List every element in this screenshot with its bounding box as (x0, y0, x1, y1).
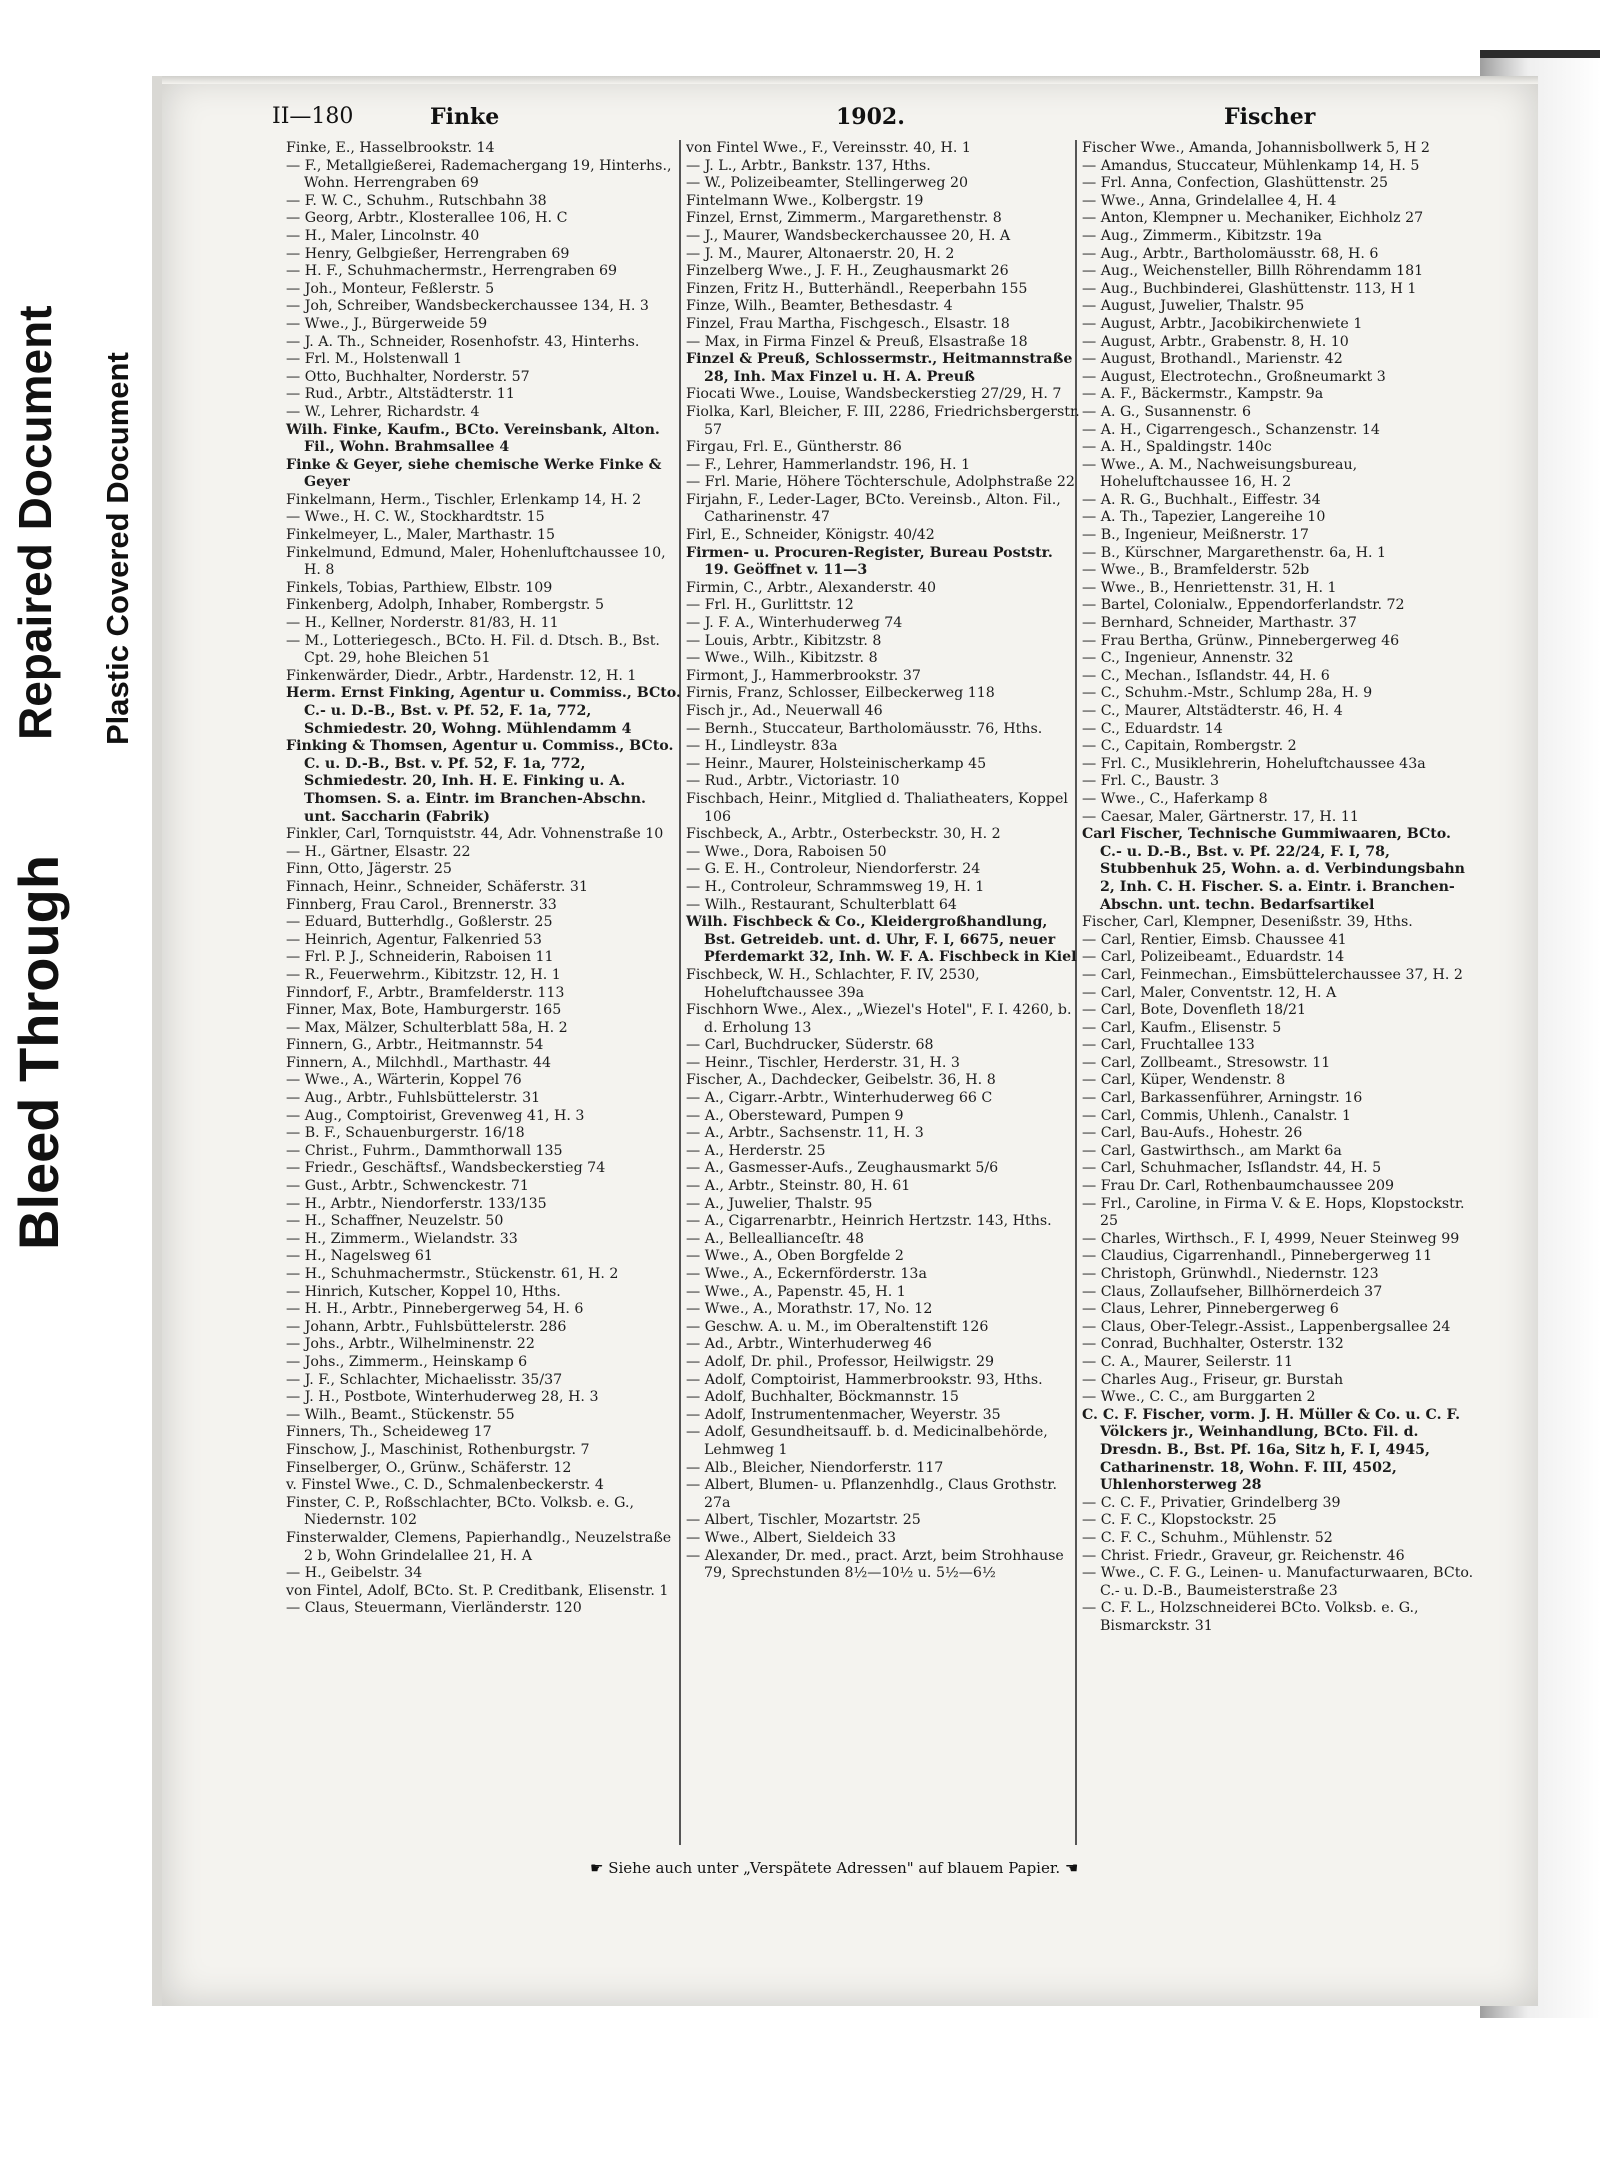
directory-entry: — H., Geibelstr. 34 (286, 1565, 423, 1582)
directory-entry: — C. C. F., Privatier, Grindelberg 39 (1082, 1494, 1341, 1511)
directory-entry: — Amandus, Stuccateur, Mühlenkamp 14, H. 5 (1082, 157, 1420, 174)
directory-entry: — Johs., Arbtr., Wilhelminenstr. 22 (286, 1336, 535, 1353)
directory-entry: — Albert, Blumen- u. Pflanzenhdlg., Claus Grothstr. 27a (686, 1477, 1057, 1511)
directory-entry: — M., Lotteriegesch., BCto. H. Fil. d. Dtsch. B., Bst. Cpt. 29, hohe Bleichen 51 (286, 632, 660, 667)
directory-entry: — H., Arbtr., Niendorferstr. 133/135 (286, 1195, 547, 1212)
header-right-keyword: Fischer (1224, 104, 1316, 130)
directory-entry: — H., Gärtner, Elsastr. 22 (286, 843, 471, 860)
directory-entry: — C., Capitain, Rombergstr. 2 (1082, 738, 1297, 755)
directory-entry: — A. H., Spaldingstr. 140c (1082, 439, 1272, 456)
directory-entry: — Christ. Friedr., Graveur, gr. Reichenstr. 46 (1082, 1547, 1405, 1564)
directory-entry: Firgau, Frl. E., Güntherstr. 86 (686, 439, 902, 456)
directory-entry: — Wwe., J., Bürgerweide 59 (286, 315, 488, 332)
directory-entry: Finschow, J., Maschinist, Rothenburgstr. 7 (286, 1441, 590, 1458)
directory-entry: Finzelberg Wwe., J. F. H., Zeughausmarkt 26 (686, 263, 1009, 280)
directory-entry: Finking & Thomsen, Agentur u. Commiss., BCto. C. u. D.-B., Bst. v. Pf. 52, F. 1a, 772, Schmiedestr. 20, Inh. H. E. Finking u. A. Thomsen. S. a. Eintr. im Branchen-Abschn. unt. Saccharin (Fabrik) (286, 738, 674, 825)
directory-entry: — C. F. L., Holzschneiderei BCto. Volksb. e. G., Bismarckstr. 31 (1082, 1600, 1419, 1634)
directory-entry: — Ad., Arbtr., Winterhuderweg 46 (686, 1336, 932, 1353)
directory-entry: — Bernhard, Schneider, Marthastr. 37 (1082, 615, 1357, 632)
directory-entry: — H., Maler, Lincolnstr. 40 (286, 227, 480, 244)
directory-entry: — B., Ingenieur, Meißnerstr. 17 (1082, 527, 1309, 544)
directory-entry: — Georg, Arbtr., Klosterallee 106, H. C (286, 210, 568, 227)
directory-entry: Fischer, A., Dachdecker, Geibelstr. 36, H. 8 (686, 1072, 996, 1089)
directory-entry: Finke, E., Hasselbrookstr. 14 (286, 140, 495, 156)
directory-entry: — C., Maurer, Altstädterstr. 46, H. 4 (1082, 703, 1343, 719)
directory-entry: — August, Arbtr., Grabenstr. 8, H. 10 (1082, 333, 1349, 350)
directory-entry: — Carl, Schuhmacher, Isſlandstr. 44, H. 5 (1082, 1160, 1382, 1177)
directory-entry: — Joh., Monteur, Feßlerstr. 5 (286, 280, 495, 297)
page-footer-note: ☛ Siehe auch unter „Verspätete Adressen" auf blauem Papier. ☚ (590, 1859, 1079, 1877)
directory-entry: v. Finstel Wwe., C. D., Schmalenbeckerstr. 4 (286, 1477, 604, 1494)
directory-entry: — F. W. C., Schuhm., Rutschbahn 38 (286, 192, 547, 209)
header-year: 1902. (836, 104, 905, 130)
directory-entry: — A. Th., Tapezier, Langereihe 10 (1082, 509, 1326, 526)
directory-entry: — F., Lehrer, Hammerlandstr. 196, H. 1 (686, 456, 971, 473)
directory-entry: — A., Juwelier, Thalstr. 95 (686, 1195, 873, 1212)
directory-column-3 (1082, 140, 1477, 1635)
directory-entry: Finkelmund, Edmund, Maler, Hohenluftchaussee 10, H. 8 (286, 544, 666, 579)
directory-entry: — A., Arbtr., Sachsenstr. 11, H. 3 (686, 1125, 924, 1142)
directory-entry: — Wwe., H. C. W., Stockhardtstr. 15 (286, 509, 545, 526)
directory-entry: — Frl. C., Musiklehrerin, Hoheluftchaussee 43a (1082, 755, 1426, 772)
directory-entry: — B. F., Schauenburgerstr. 16/18 (286, 1125, 525, 1142)
directory-entry: Firl, E., Schneider, Königstr. 40/42 (686, 527, 935, 544)
directory-entry: — Aug., Arbtr., Bartholomäusstr. 68, H. 6 (1082, 245, 1379, 262)
directory-entry: — Frl. Anna, Confection, Glashüttenstr. 25 (1082, 175, 1389, 192)
directory-entry: — Bernh., Stuccateur, Bartholomäusstr. 76, Hths. (686, 720, 1043, 737)
directory-entry: — H., Controleur, Schrammsweg 19, H. 1 (686, 878, 985, 895)
directory-entry: — Aug., Zimmerm., Kibitzstr. 19a (1082, 227, 1322, 244)
directory-entry: — Frl. Marie, Höhere Töchterschule, Adolphstraße 22 (686, 474, 1075, 491)
directory-entry: — A., Belleallianceſtr. 48 (686, 1230, 865, 1247)
directory-entry: Finkels, Tobias, Parthiew, Elbstr. 109 (286, 579, 553, 596)
directory-entry: — Wilh., Restaurant, Schulterblatt 64 (686, 896, 957, 913)
directory-entry: — J. F., Schlachter, Michaelisstr. 35/37 (286, 1371, 563, 1388)
directory-entry: — Adolf, Comptoirist, Hammerbrookstr. 93, Hths. (686, 1371, 1043, 1388)
directory-entry: Fisch jr., Ad., Neuerwall 46 (686, 703, 883, 719)
directory-entry: — Aug., Arbtr., Fuhlsbüttelerstr. 31 (286, 1090, 541, 1107)
directory-entry: — Wwe., A., Wärterin, Koppel 76 (286, 1072, 522, 1089)
directory-entry: — Aug., Comptoirist, Grevenweg 41, H. 3 (286, 1107, 585, 1124)
directory-entry: — Louis, Arbtr., Kibitzstr. 8 (686, 632, 882, 649)
directory-entry: — Conrad, Buchhalter, Osterstr. 132 (1082, 1336, 1344, 1353)
directory-entry: — Carl, Polizeibeamt., Eduardstr. 14 (1082, 949, 1345, 966)
directory-entry: — J. A. Th., Schneider, Rosenhofstr. 43, Hinterhs. (286, 333, 640, 350)
directory-entry: — Frl., Caroline, in Firma V. & E. Hops, Klopstockstr. 25 (1082, 1195, 1465, 1230)
directory-entry: — August, Juwelier, Thalstr. 95 (1082, 298, 1305, 315)
directory-column-1 (286, 140, 681, 1618)
directory-entry: — Wwe., Dora, Raboisen 50 (686, 843, 887, 860)
directory-entry: — Frl. C., Baustr. 3 (1082, 773, 1220, 790)
directory-entry: Finke & Geyer, siehe chemische Werke Finke & Geyer (286, 456, 662, 491)
directory-entry: — Aug., Weichensteller, Billh Röhrendamm 181 (1082, 263, 1424, 280)
directory-entry: von Fintel Wwe., F., Vereinsstr. 40, H. 1 (686, 140, 971, 156)
directory-entry: Finkelmeyer, L., Maler, Marthastr. 15 (286, 527, 556, 544)
directory-entry: — Joh, Schreiber, Wandsbeckerchaussee 134, H. 3 (286, 298, 649, 315)
directory-entry: Carl Fischer, Technische Gummiwaaren, BCto. C.- u. D.-B., Bst. v. Pf. 22/24, F. I, 78, Stubbenhuk 25, Wohn. a. d. Verbindungsbahn 2, Inh. C. H. Fischer. S. a. Eintr. i. Branchen-Abschn. unt. techn. Bedarfsartikel (1082, 826, 1465, 913)
directory-entry: Finkenwärder, Diedr., Arbtr., Hardenstr. 12, H. 1 (286, 667, 637, 684)
directory-entry: — Albert, Tischler, Mozartstr. 25 (686, 1512, 921, 1529)
directory-entry: von Fintel, Adolf, BCto. St. P. Creditbank, Elisenstr. 1 (286, 1582, 669, 1599)
directory-entry: — H., Lindleystr. 83a (686, 738, 838, 755)
directory-entry: Finzel, Frau Martha, Fischgesch., Elsastr. 18 (686, 315, 1010, 332)
directory-entry: — Wwe., C., Haferkamp 8 (1082, 790, 1268, 807)
directory-entry: — H., Kellner, Norderstr. 81/83, H. 11 (286, 615, 559, 632)
directory-column-2 (686, 140, 1081, 1583)
directory-entry: — Adolf, Buchhalter, Böckmannstr. 15 (686, 1389, 959, 1406)
directory-entry: Finnern, A., Milchhdl., Marthastr. 44 (286, 1054, 552, 1071)
directory-entry: — A. F., Bäckermstr., Kampstr. 9a (1082, 386, 1324, 403)
directory-entry: — Carl, Rentier, Eimsb. Chaussee 41 (1082, 931, 1347, 948)
directory-entry: — J. H., Postbote, Winterhuderweg 28, H. 3 (286, 1389, 599, 1406)
directory-entry: — August, Brothandl., Marienstr. 42 (1082, 351, 1343, 368)
directory-entry: — J., Maurer, Wandsbeckerchaussee 20, H. A (686, 227, 1011, 244)
directory-entry: Fintelmann Wwe., Kolbergstr. 19 (686, 192, 924, 209)
directory-entry: — Adolf, Instrumentenmacher, Weyerstr. 35 (686, 1406, 1001, 1423)
directory-entry: — Adolf, Gesundheitsauff. b. d. Medicinalbehörde, Lehmweg 1 (686, 1424, 1048, 1458)
directory-entry: Finkenberg, Adolph, Inhaber, Rombergstr. 5 (286, 597, 604, 614)
directory-entry: — Frl. P. J., Schneiderin, Raboisen 11 (286, 949, 554, 966)
directory-entry: — Frau Bertha, Grünw., Pinnebergerweg 46 (1082, 632, 1400, 649)
directory-entry: C. C. F. Fischer, vorm. J. H. Müller & Co. u. C. F. Völckers jr., Weinhandlung, BCto. Fil. d. Dresdn. B., Bst. Pf. 16a, Sitz h, F. I, 4945, Catharinenstr. 18, Wohn. F. III, 4502, Uhlenhorsterweg 28 (1082, 1406, 1461, 1494)
directory-entry: — J. F. A., Winterhuderweg 74 (686, 615, 903, 632)
directory-entry: — Wwe., A. M., Nachweisungsbureau, Hoheluftchaussee 16, H. 2 (1082, 456, 1358, 491)
directory-entry: — Claus, Ober-Telegr.-Assist., Lappenbergsallee 24 (1082, 1318, 1451, 1335)
label-bleed-through: Bleed Through (7, 854, 70, 1250)
directory-entry: — A., Arbtr., Steinstr. 80, H. 61 (686, 1178, 911, 1195)
directory-entry: Fischbeck, A., Arbtr., Osterbeckstr. 30, H. 2 (686, 826, 1001, 843)
directory-entry: — Wwe., A., Oben Borgfelde 2 (686, 1248, 904, 1265)
directory-entry: Finzel, Ernst, Zimmerm., Margarethenstr. 8 (686, 210, 1002, 227)
directory-entry: — Christ., Fuhrm., Dammthorwall 135 (286, 1142, 563, 1159)
directory-entry: Finsterwalder, Clemens, Papierhandlg., Neuzelstraße 2 b, Wohn Grindelallee 21, H. A (286, 1529, 672, 1564)
directory-entry: — August, Arbtr., Jacobikirchenwiete 1 (1082, 315, 1363, 332)
directory-entry: Wilh. Finke, Kaufm., BCto. Vereinsbank, Alton. Fil., Wohn. Brahmsallee 4 (286, 421, 660, 456)
directory-entry: — Carl, Bote, Dovenfleth 18/21 (1082, 1002, 1306, 1019)
header-left-keyword: Finke (430, 104, 500, 130)
directory-entry: — Heinrich, Agentur, Falkenried 53 (286, 931, 542, 948)
directory-entry: — A., Herderstr. 25 (686, 1142, 826, 1159)
directory-entry: — H., Nagelsweg 61 (286, 1248, 433, 1265)
directory-entry: — W., Lehrer, Richardstr. 4 (286, 403, 480, 420)
directory-entry: — Johann, Arbtr., Fuhlsbüttelerstr. 286 (286, 1318, 567, 1335)
directory-entry: — Carl, Gastwirthsch., am Markt 6a (1082, 1142, 1342, 1159)
directory-entry: — August, Electrotechn., Großneumarkt 3 (1082, 368, 1386, 385)
directory-entry: — Wilh., Beamt., Stückenstr. 55 (286, 1406, 515, 1423)
directory-entry: — Friedr., Geschäftsf., Wandsbeckerstieg 74 (286, 1160, 606, 1177)
directory-entry: Finner, Max, Bote, Hamburgerstr. 165 (286, 1002, 562, 1019)
directory-entry: Herm. Ernst Finking, Agentur u. Commiss., BCto. C.- u. D.-B., Bst. v. Pf. 52, F. 1a, 772, Schmiedestr. 20, Wohng. Mühlendamm 4 (286, 685, 681, 737)
directory-entry: — Frau Dr. Carl, Rothenbaumchaussee 209 (1082, 1178, 1395, 1195)
directory-entry: — Caesar, Maler, Gärtnerstr. 17, H. 11 (1082, 808, 1359, 825)
directory-entry: — Carl, Buchdrucker, Süderstr. 68 (686, 1037, 934, 1054)
label-repaired-document: Repaired Document (9, 305, 61, 740)
directory-entry: Fischer, Carl, Klempner, Desenißstr. 39, Hths. (1082, 914, 1413, 931)
directory-entry: Finzel & Preuß, Schlossermstr., Heitmannstraße 28, Inh. Max Finzel u. H. A. Preuß (686, 351, 1073, 385)
directory-entry: — Wwe., C. F. G., Leinen- u. Manufacturwaaren, BCto. C.- u. D.-B., Baumeisterstraße 23 (1082, 1565, 1474, 1599)
directory-entry: — Wwe., A., Papenstr. 45, H. 1 (686, 1283, 906, 1300)
directory-entry: — Alexander, Dr. med., pract. Arzt, beim Strohhause 79, Sprechstunden 8½—10½ u. 5½—6½ (686, 1547, 1064, 1582)
directory-entry: — Wwe., Anna, Grindelallee 4, H. 4 (1082, 192, 1337, 209)
directory-entry: — Carl, Maler, Conventstr. 12, H. A (1082, 984, 1337, 1001)
directory-entry: — A., Cigarr.-Arbtr., Winterhuderweg 66 C (686, 1090, 993, 1107)
directory-entry: — Wwe., A., Morathstr. 17, No. 12 (686, 1301, 933, 1318)
directory-entry: — Gust., Arbtr., Schwenckestr. 71 (286, 1178, 529, 1195)
directory-entry: — J. L., Arbtr., Bankstr. 137, Hths. (686, 157, 931, 174)
directory-entry: — Christoph, Grünwhdl., Niedernstr. 123 (1082, 1266, 1379, 1282)
directory-entry: — Carl, Feinmechan., Eimsbüttelerchaussee 37, H. 2 (1082, 966, 1463, 983)
directory-entry: — A., Obersteward, Pumpen 9 (686, 1107, 904, 1124)
directory-entry: — H., Zimmerm., Wielandstr. 33 (286, 1230, 518, 1247)
directory-entry: — Wwe., A., Eckernförderstr. 13a (686, 1266, 927, 1282)
directory-entry: — Frl. M., Holstenwall 1 (286, 351, 463, 368)
directory-entry: — Carl, Küper, Wendenstr. 8 (1082, 1072, 1286, 1089)
directory-entry: Firmont, J., Hammerbrookstr. 37 (686, 667, 921, 684)
directory-entry: Finselberger, O., Grünw., Schäferstr. 12 (286, 1459, 572, 1476)
directory-entry: Finkler, Carl, Tornquiststr. 44, Adr. Vohnenstraße 10 (286, 826, 664, 843)
directory-entry: — Adolf, Dr. phil., Professor, Heilwigstr. 29 (686, 1353, 995, 1370)
directory-entry: — R., Feuerwehrm., Kibitzstr. 12, H. 1 (286, 966, 561, 983)
directory-entry: — Heinr., Maurer, Holsteinischerkamp 45 (686, 755, 987, 772)
directory-entry: — B., Kürschner, Margarethenstr. 6a, H. 1 (1082, 544, 1387, 561)
directory-entry: — Alb., Bleicher, Niendorferstr. 117 (686, 1459, 944, 1476)
directory-entry: — C., Ingenieur, Annenstr. 32 (1082, 650, 1294, 667)
directory-entry: Fischbeck, W. H., Schlachter, F. IV, 2530, Hoheluftchaussee 39a (686, 966, 980, 1001)
directory-entry: Finnberg, Frau Carol., Brennerstr. 33 (286, 896, 557, 913)
directory-entry: — Wwe., Albert, Sieldeich 33 (686, 1529, 896, 1546)
directory-entry: — Carl, Commis, Uhlenh., Canalstr. 1 (1082, 1107, 1352, 1124)
directory-entry: Finnach, Heinr., Schneider, Schäferstr. 31 (286, 878, 588, 895)
directory-entry: Finn, Otto, Jägerstr. 25 (286, 861, 452, 878)
directory-entry: — H., Schaffner, Neuzelstr. 50 (286, 1213, 504, 1230)
directory-entry: — Charles, Wirthsch., F. I, 4999, Neuer Steinweg 99 (1082, 1230, 1460, 1247)
directory-entry: — Claus, Zollaufseher, Billhörnerdeich 37 (1082, 1283, 1383, 1300)
directory-entry: — H. H., Arbtr., Pinnebergerweg 54, H. 6 (286, 1301, 584, 1318)
directory-entry: Finners, Th., Scheideweg 17 (286, 1424, 492, 1441)
directory-entry: — J. M., Maurer, Altonaerstr. 20, H. 2 (686, 245, 955, 262)
directory-entry: — C. A., Maurer, Seilerstr. 11 (1082, 1353, 1294, 1370)
directory-entry: — C., Schuhm.-Mstr., Schlump 28a, H. 9 (1082, 685, 1373, 702)
directory-entry: Firjahn, F., Leder-Lager, BCto. Vereinsb., Alton. Fil., Catharinenstr. 47 (686, 491, 1061, 526)
directory-entry: — H. F., Schuhmachermstr., Herrengraben 69 (286, 263, 618, 280)
directory-entry: — Heinr., Tischler, Herderstr. 31, H. 3 (686, 1054, 960, 1071)
directory-entry: — A., Cigarrenarbtr., Heinrich Hertzstr. 143, Hths. (686, 1213, 1052, 1230)
directory-entry: — Carl, Zollbeamt., Stresowstr. 11 (1082, 1054, 1331, 1071)
directory-entry: — A. R. G., Buchhalt., Eiffestr. 34 (1082, 491, 1321, 508)
directory-entry: — C., Eduardstr. 14 (1082, 720, 1223, 737)
directory-entry: — Rud., Arbtr., Altstädterstr. 11 (286, 386, 515, 403)
directory-entry: — C. F. C., Klopstockstr. 25 (1082, 1512, 1277, 1529)
directory-entry: — Bartel, Colonialw., Eppendorferlandstr. 72 (1082, 597, 1405, 614)
directory-entry: Finster, C. P., Roßschlachter, BCto. Volksb. e. G., Niedernstr. 102 (286, 1494, 635, 1529)
directory-entry: — Anton, Klempner u. Mechaniker, Eichholz 27 (1082, 210, 1424, 227)
directory-entry: — Johs., Zimmerm., Heinskamp 6 (286, 1353, 528, 1370)
page-number: II—180 (272, 104, 354, 129)
directory-entry: — F., Metallgießerei, Rademachergang 19, Hinterhs., Wohn. Herrengraben 69 (286, 157, 672, 192)
directory-entry: — Wwe., C. C., am Burggarten 2 (1082, 1389, 1316, 1406)
directory-entry: — Wwe., B., Bramfelderstr. 52b (1082, 562, 1310, 579)
directory-entry: Fiocati Wwe., Louise, Wandsbeckerstieg 27/29, H. 7 (686, 386, 1062, 403)
directory-entry: Wilh. Fischbeck & Co., Kleidergroßhandlung, Bst. Getreideb. unt. d. Uhr, F. I, 6675, neuer Pferdemarkt 32, Inh. W. F. A. Fischbeck in Kiel (686, 914, 1077, 966)
directory-entry: — Claus, Lehrer, Pinnebergerweg 6 (1082, 1301, 1339, 1318)
directory-entry: — C. F. C., Schuhm., Mühlenstr. 52 (1082, 1529, 1333, 1546)
directory-entry: Firmin, C., Arbtr., Alexanderstr. 40 (686, 579, 937, 596)
directory-entry: — A. G., Susannenstr. 6 (1082, 403, 1251, 420)
directory-entry: Fischhorn Wwe., Alex., „Wiezel's Hotel", F. I. 4260, b. d. Erholung 13 (686, 1002, 1072, 1036)
directory-entry: — Aug., Buchbinderei, Glashüttenstr. 113, H 1 (1082, 280, 1417, 297)
directory-entry: — W., Polizeibeamter, Stellingerweg 20 (686, 175, 969, 192)
directory-entry: — Eduard, Butterhdlg., Goßlerstr. 25 (286, 914, 553, 931)
directory-entry: — Wwe., Wilh., Kibitzstr. 8 (686, 650, 878, 667)
directory-entry: — Otto, Buchhalter, Norderstr. 57 (286, 368, 530, 385)
directory-entry: — Henry, Gelbgießer, Herrengraben 69 (286, 245, 570, 262)
directory-entry: — Rud., Arbtr., Victoriastr. 10 (686, 773, 900, 790)
directory-entry: — A. H., Cigarrengesch., Schanzenstr. 14 (1082, 421, 1380, 438)
directory-entry: — Carl, Bau-Aufs., Hohestr. 26 (1082, 1125, 1303, 1142)
directory-entry: Finkelmann, Herm., Tischler, Erlenkamp 14, H. 2 (286, 491, 642, 508)
directory-entry: — Carl, Kaufm., Elisenstr. 5 (1082, 1019, 1282, 1036)
directory-entry: Firnis, Franz, Schlosser, Eilbeckerweg 118 (686, 685, 995, 702)
directory-entry: Finnern, G., Arbtr., Heitmannstr. 54 (286, 1037, 544, 1054)
directory-entry: — G. E. H., Controleur, Niendorferstr. 24 (686, 861, 981, 878)
directory-entry: — Carl, Barkassenführer, Arningstr. 16 (1082, 1090, 1363, 1107)
directory-entry: — Wwe., B., Henriettenstr. 31, H. 1 (1082, 579, 1337, 596)
directory-entry: — C., Mechan., Isſlandstr. 44, H. 6 (1082, 667, 1330, 684)
directory-entry: Firmen- u. Procuren-Register, Bureau Poststr. 19. Geöffnet v. 11—3 (686, 544, 1053, 579)
directory-entry: Finze, Wilh., Beamter, Bethesdastr. 4 (686, 298, 953, 315)
directory-entry: — Max, in Firma Finzel & Preuß, Elsastraße 18 (686, 333, 1028, 350)
directory-entry: — Charles Aug., Friseur, gr. Burstah (1082, 1371, 1344, 1388)
directory-entry: — H., Schuhmachermstr., Stückenstr. 61, H. 2 (286, 1266, 619, 1282)
directory-entry: Finndorf, F., Arbtr., Bramfelderstr. 113 (286, 984, 565, 1001)
directory-entry: — Max, Mälzer, Schulterblatt 58a, H. 2 (286, 1019, 568, 1036)
label-plastic-covered-document: Plastic Covered Document (100, 352, 135, 745)
directory-entry: — Hinrich, Kutscher, Koppel 10, Hths. (286, 1283, 561, 1300)
directory-entry: — Carl, Fruchtallee 133 (1082, 1037, 1255, 1054)
directory-entry: Finzen, Fritz H., Butterhändl., Reeperbahn 155 (686, 280, 1028, 297)
directory-entry: Fischer Wwe., Amanda, Johannisbollwerk 5, H 2 (1082, 140, 1430, 156)
directory-entry: Fiolka, Karl, Bleicher, F. III, 2286, Friedrichsbergerstr. 57 (686, 403, 1080, 438)
directory-entry: — Frl. H., Gurlittstr. 12 (686, 597, 854, 614)
directory-entry: — Claus, Steuermann, Vierländerstr. 120 (286, 1600, 582, 1617)
directory-entry: — A., Gasmesser-Aufs., Zeughausmarkt 5/6 (686, 1160, 999, 1177)
directory-entry: — Claudius, Cigarrenhandl., Pinnebergerweg 11 (1082, 1248, 1433, 1265)
directory-entry: — Geschw. A. u. M., im Oberaltenstift 126 (686, 1318, 989, 1335)
directory-entry: Fischbach, Heinr., Mitglied d. Thaliatheaters, Koppel 106 (686, 790, 1068, 825)
